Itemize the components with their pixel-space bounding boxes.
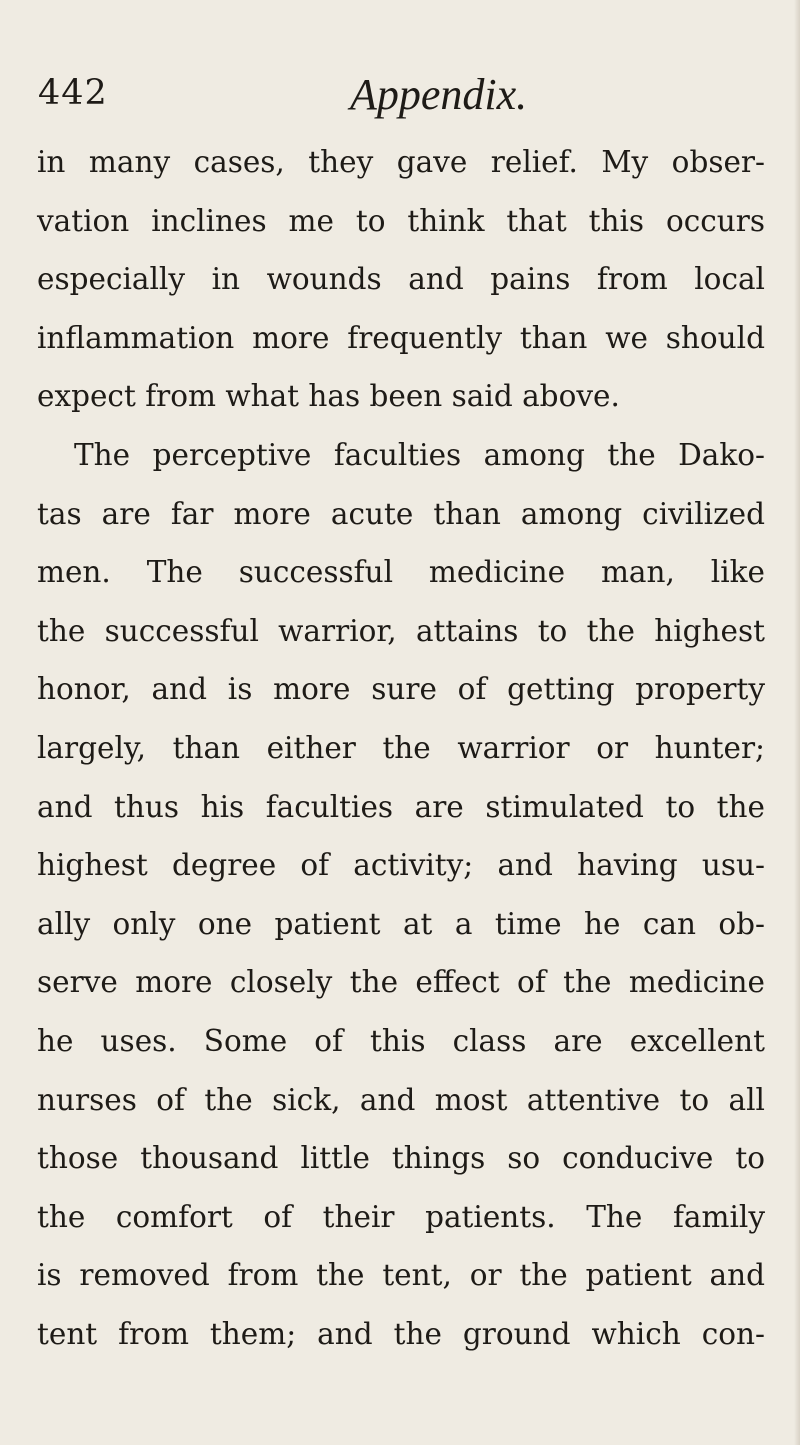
text-line: highest degree of activity; and having usu-	[37, 848, 765, 883]
body-text	[37, 139, 765, 1369]
text-line: tent from them; and the ground which con-	[37, 1316, 765, 1351]
text-line: those thousand little things so conducive to	[37, 1141, 765, 1176]
running-title: Appendix.	[350, 70, 528, 119]
text-line: inflammation more frequently than we should	[37, 320, 765, 355]
page-number: 442	[38, 73, 108, 113]
text-line: nurses of the sick, and most attentive to all	[37, 1082, 765, 1117]
text-line: largely, than either the warrior or hunter;	[37, 730, 765, 765]
text-line: the successful warrior, attains to the highest	[37, 613, 765, 648]
text-line: tas are far more acute than among civilized	[37, 496, 765, 531]
running-head	[38, 65, 762, 119]
text-line: and thus his faculties are stimulated to the	[37, 789, 765, 824]
text-line: ally only one patient at a time he can ob-	[37, 906, 765, 941]
text-line: is removed from the tent, or the patient and	[37, 1258, 765, 1293]
text-line: expect from what has been said above.	[37, 379, 620, 414]
text-line: in many cases, they gave relief. My obser-	[37, 145, 765, 179]
text-line: serve more closely the effect of the medicine	[37, 965, 765, 1000]
text-line: The perceptive faculties among the Dako-	[74, 437, 765, 472]
text-line: especially in wounds and pains from local	[37, 262, 765, 297]
text-line: honor, and is more sure of getting property	[37, 672, 765, 707]
text-line: the comfort of their patients. The family	[37, 1199, 765, 1234]
page-edge-shadow	[794, 0, 800, 1445]
text-line: vation inclines me to think that this occurs	[37, 203, 765, 238]
text-line: he uses. Some of this class are excellent	[37, 1023, 765, 1058]
text-line: men. The successful medicine man, like	[37, 555, 765, 590]
